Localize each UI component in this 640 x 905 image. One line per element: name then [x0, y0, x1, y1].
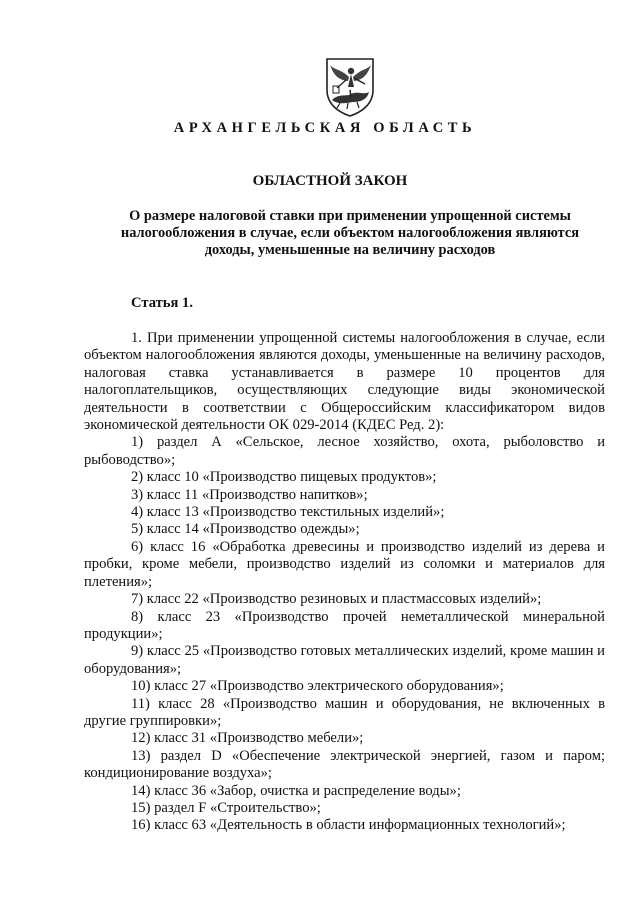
list-item: 6) класс 16 «Обработка древесины и производство изделий из дерева и пробки, кроме мебели, производство изделий из соломки и материалов для плетения»;	[84, 538, 605, 590]
list-item: 7) класс 22 «Производство резиновых и пластмассовых изделий»;	[131, 591, 542, 608]
law-title-line: О размере налоговой ставки при применении упрощенной системы	[129, 208, 571, 224]
list-item: 10) класс 27 «Производство электрического оборудования»;	[131, 678, 504, 695]
list-item: 12) класс 31 «Производство мебели»;	[131, 730, 364, 747]
list-item: 14) класс 36 «Забор, очистка и распределение воды»;	[131, 782, 461, 799]
list-item: 16) класс 63 «Деятельность в области информационных технологий»;	[131, 817, 566, 834]
region-name: АРХАНГЕЛЬСКАЯ ОБЛАСТЬ	[173, 120, 477, 136]
list-item: 5) класс 14 «Производство одежды»;	[131, 521, 360, 538]
law-title-line: доходы, уменьшенные на величину расходов	[204, 242, 496, 258]
arkhangelsk-coat-of-arms-icon	[324, 56, 376, 118]
article-paragraph: 1. При применении упрощенной системы налогообложения в случае, если объектом налогообложения являются доходы, уменьшенные на величину расходов, налоговая ставка устанавливается в размере 10 процентов для налогоплательщиков, осуществляющих следующие виды экономической деятельности в соответствии с Общероссийским классификатором видов экономической деятельности ОК 029-2014 (КДЕС Ред. 2):	[84, 330, 605, 434]
list-item: 9) класс 25 «Производство готовых металлических изделий, кроме машин и оборудования»;	[84, 643, 605, 677]
list-item: 13) раздел D «Обеспечение электрической энергией, газом и паром; кондиционирование воздуха»;	[84, 747, 605, 782]
list-item: 1) раздел А «Сельское, лесное хозяйство, охота, рыболовство и рыбоводство»;	[84, 434, 605, 468]
list-item: 2) класс 10 «Производство пищевых продуктов»;	[131, 469, 437, 486]
list-item: 3) класс 11 «Производство напитков»;	[131, 486, 368, 503]
law-title	[108, 208, 592, 259]
law-title-line: налогообложения в случае, если объектом налогообложения являются	[120, 225, 580, 241]
list-item: 8) класс 23 «Производство прочей неметаллической минеральной продукции»;	[84, 608, 605, 642]
list-item: 15) раздел F «Строительство»;	[131, 799, 321, 816]
article-heading: Статья 1.	[131, 295, 193, 311]
article-body	[84, 330, 605, 835]
document-type: ОБЛАСТНОЙ ЗАКОН	[252, 173, 408, 189]
list-item: 4) класс 13 «Производство текстильных изделий»;	[131, 504, 445, 521]
list-item: 11) класс 28 «Производство машин и оборудования, не включенных в другие группировки»;	[84, 695, 605, 729]
